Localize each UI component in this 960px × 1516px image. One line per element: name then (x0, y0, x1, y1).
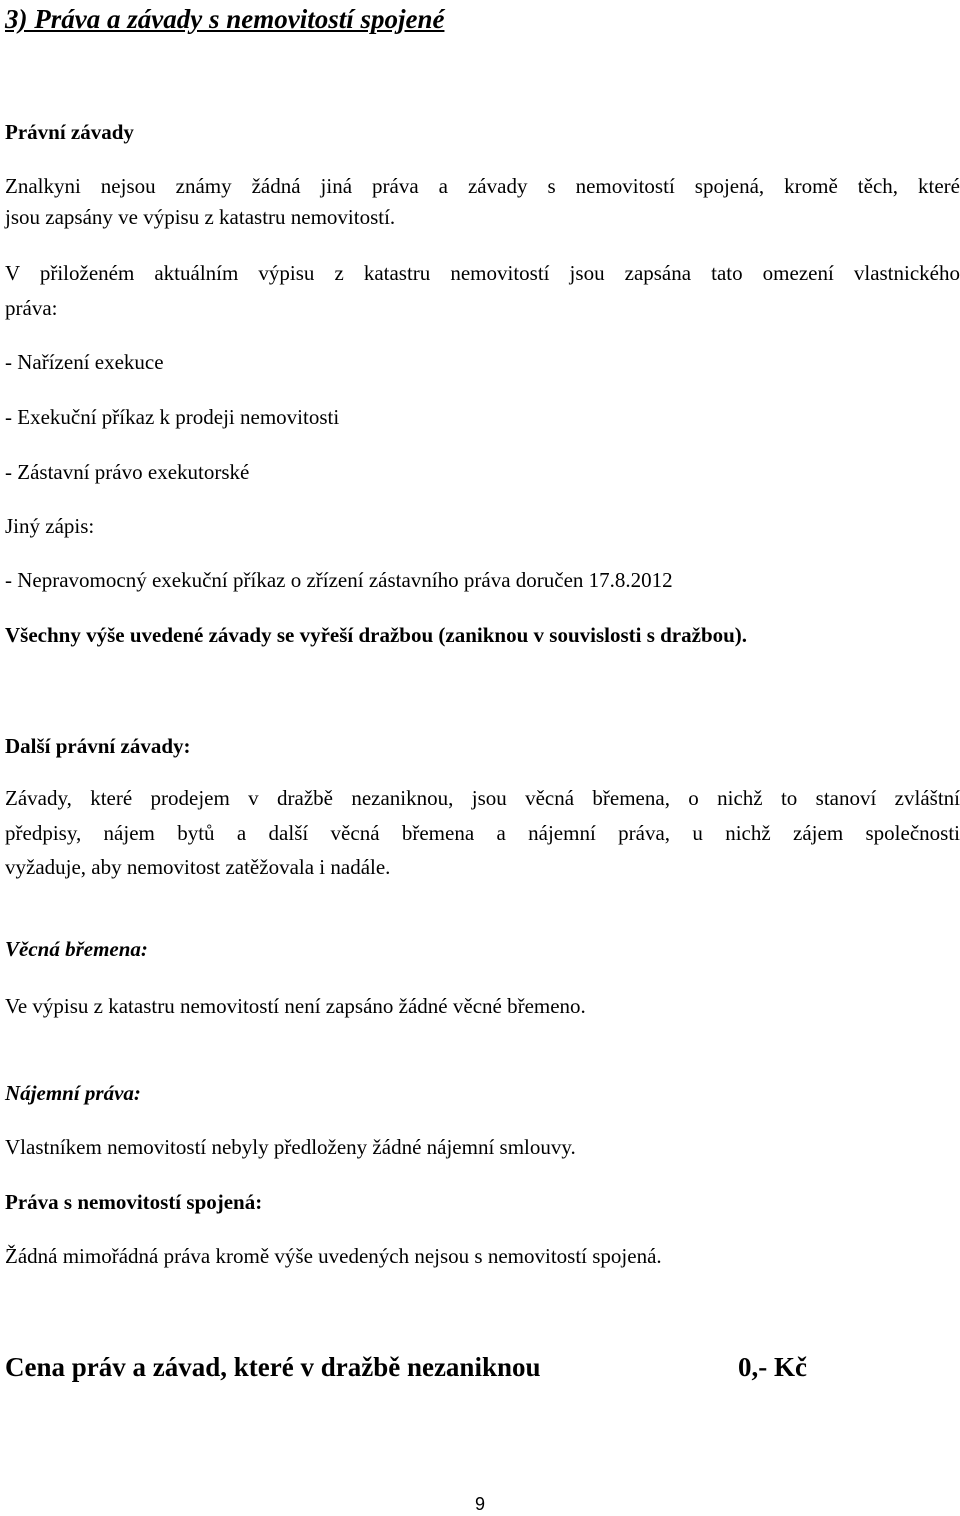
restrictions-line-1: V přiloženém aktuálním výpisu z katastru nemovitostí jsou zapsána tato omezení vlastnického (5, 261, 960, 285)
lease-rights-text: Vlastníkem nemovitostí nebyly předloženy žádné nájemní smlouvy. (5, 1135, 576, 1159)
further-defects-line-3: vyžaduje, aby nemovitost zatěžovala i nadále. (5, 855, 391, 879)
intro-line-1: Znalkyni nejsou známy žádná jiná práva a závady s nemovitostí spojená, kromě těch, které (5, 174, 960, 198)
restriction-item: - Nařízení exekuce (5, 350, 164, 374)
further-defects-line-1: Závady, které prodejem v dražbě nezaniknou, jsou věcná břemena, o nichž to stanoví zvláštní (5, 786, 960, 810)
related-rights-heading: Práva s nemovitostí spojená: (5, 1190, 263, 1214)
section-title: 3) Práva a závady s nemovitostí spojené (5, 4, 445, 34)
easements-heading: Věcná břemena: (5, 937, 148, 961)
page-number: 9 (474, 1494, 485, 1514)
related-rights-text: Žádná mimořádná práva kromě výše uvedených nejsou s nemovitostí spojená. (5, 1244, 662, 1268)
resolution-note: Všechny výše uvedené závady se vyřeší dražbou (zaniknou v souvislosti s dražbou). (5, 623, 748, 647)
lease-rights-heading: Nájemní práva: (5, 1081, 141, 1105)
restriction-item: - Zástavní právo exekutorské (5, 460, 250, 484)
legal-defects-heading: Právní závady (5, 120, 134, 144)
restriction-item: - Exekuční příkaz k prodeji nemovitosti (5, 405, 340, 429)
price-value: 0,- Kč (738, 1352, 807, 1382)
other-entry-label: Jiný zápis: (5, 514, 95, 538)
intro-line-2: jsou zapsány ve výpisu z katastru nemovitostí. (5, 205, 396, 229)
further-defects-line-2: předpisy, nájem bytů a další věcná břemena a nájemní práva, u nichž zájem společnosti (5, 821, 960, 845)
other-entry-item: - Nepravomocný exekuční příkaz o zřízení zástavního práva doručen 17.8.2012 (5, 568, 673, 592)
further-defects-heading: Další právní závady: (5, 734, 191, 758)
easements-text: Ve výpisu z katastru nemovitostí není zapsáno žádné věcné břemeno. (5, 994, 586, 1018)
price-label: Cena práv a závad, které v dražbě nezaniknou (5, 1352, 541, 1382)
restrictions-line-2: práva: (5, 296, 58, 320)
